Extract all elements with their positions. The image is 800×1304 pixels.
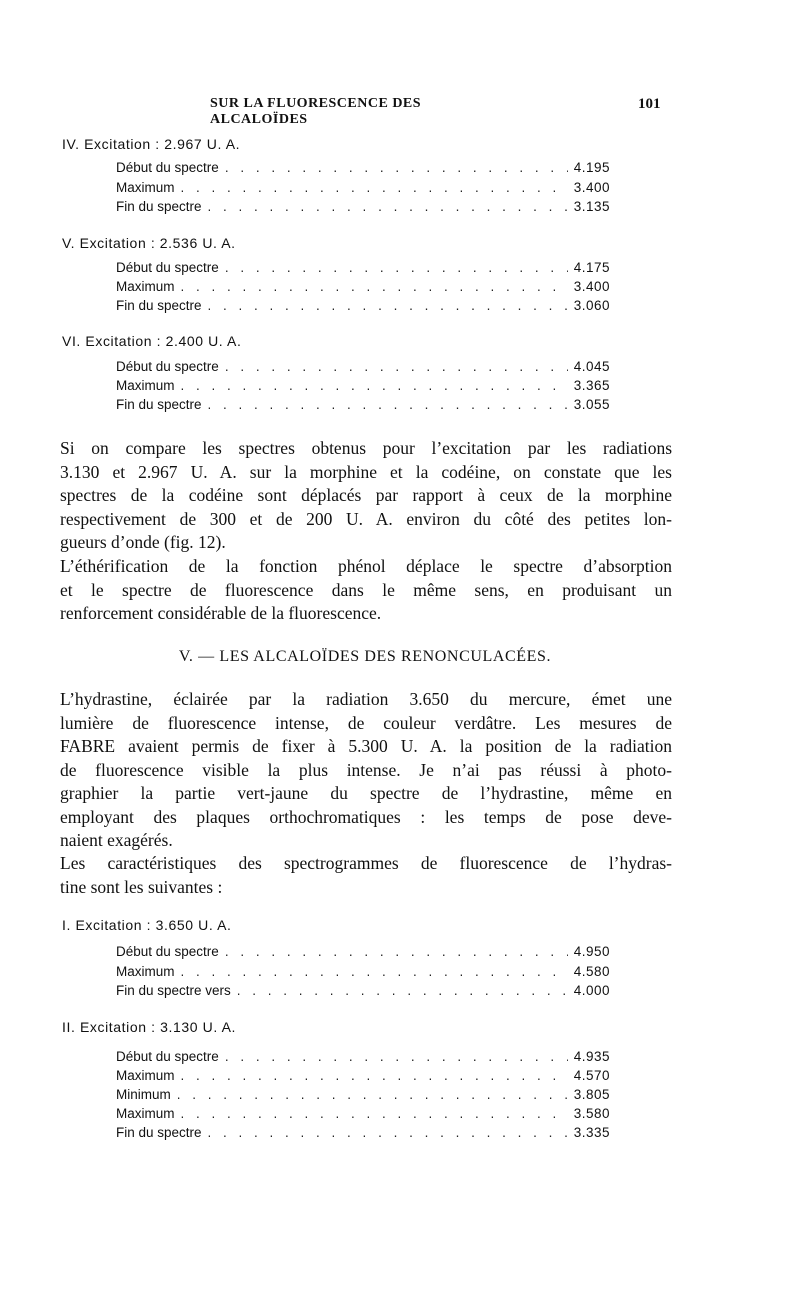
dot-leader bbox=[225, 260, 568, 275]
dot-leader bbox=[225, 359, 568, 374]
paragraph-comparison bbox=[60, 437, 672, 555]
dot-leader bbox=[208, 397, 568, 412]
row-value: 3.055 bbox=[573, 397, 610, 412]
data-row bbox=[116, 983, 610, 1001]
dot-leader bbox=[225, 160, 568, 175]
data-row bbox=[116, 160, 610, 178]
excitation-title-v: V. Excitation : 2.536 U. A. bbox=[62, 235, 236, 251]
row-label: Fin du spectre vers bbox=[116, 983, 231, 998]
text-line: de fluorescence visible la plus intense. Je n’ai pas réussi à photo- bbox=[60, 759, 672, 780]
dot-leader bbox=[237, 983, 568, 998]
data-row bbox=[116, 378, 610, 396]
paragraph-characteristics bbox=[60, 852, 672, 899]
row-value: 3.805 bbox=[573, 1087, 610, 1102]
row-label: Début du spectre bbox=[116, 160, 219, 175]
row-label: Début du spectre bbox=[116, 359, 219, 374]
row-label: Fin du spectre bbox=[116, 1125, 202, 1140]
row-value: 4.195 bbox=[573, 160, 610, 175]
row-label: Début du spectre bbox=[116, 260, 219, 275]
data-row bbox=[116, 964, 610, 982]
text-line: renforcement considérable de la fluorescence. bbox=[60, 603, 382, 623]
data-row bbox=[116, 180, 610, 198]
row-value: 3.135 bbox=[573, 199, 610, 214]
row-value: 4.935 bbox=[573, 1049, 610, 1064]
row-value: 4.570 bbox=[573, 1068, 610, 1083]
row-label: Minimum bbox=[116, 1087, 171, 1102]
data-row bbox=[116, 199, 610, 217]
text-line: et le spectre de fluorescence dans le même sens, en produisant un bbox=[60, 579, 672, 600]
data-row bbox=[116, 397, 610, 415]
text-line: employant des plaques orthochromatiques : les temps de pose deve- bbox=[60, 806, 672, 827]
data-row bbox=[116, 1049, 610, 1067]
row-label: Fin du spectre bbox=[116, 397, 202, 412]
dot-leader bbox=[181, 1106, 568, 1121]
data-row bbox=[116, 1125, 610, 1143]
row-label: Fin du spectre bbox=[116, 199, 202, 214]
text-line: Si on compare les spectres obtenus pour l’excitation par les radiations bbox=[60, 438, 672, 458]
row-label: Début du spectre bbox=[116, 1049, 219, 1064]
text-line: graphier la partie vert-jaune du spectre de l’hydrastine, même en bbox=[60, 783, 672, 803]
row-label: Maximum bbox=[116, 378, 175, 393]
row-value: 4.000 bbox=[573, 983, 610, 998]
excitation-title-ii: II. Excitation : 3.130 U. A. bbox=[62, 1019, 236, 1035]
data-row bbox=[116, 359, 610, 377]
row-label: Maximum bbox=[116, 964, 175, 979]
text-line: tine sont les suivantes : bbox=[60, 876, 223, 897]
paragraph-etherification bbox=[60, 555, 672, 626]
row-value: 4.175 bbox=[573, 260, 610, 275]
dot-leader bbox=[181, 964, 568, 979]
text-line: gueurs d’onde (fig. 12). bbox=[60, 532, 226, 552]
excitation-title-iv: IV. Excitation : 2.967 U. A. bbox=[62, 136, 241, 152]
data-row bbox=[116, 260, 610, 278]
text-line: naient exagérés. bbox=[60, 830, 173, 850]
row-value: 3.365 bbox=[573, 378, 610, 393]
data-row bbox=[116, 298, 610, 316]
text-line: respectivement de 300 et de 200 U. A. environ du côté des petites lon- bbox=[60, 508, 672, 529]
data-row bbox=[116, 1068, 610, 1086]
text-line: Les caractéristiques des spectrogrammes de fluorescence de l’hydras- bbox=[60, 853, 672, 873]
row-value: 4.580 bbox=[573, 964, 610, 979]
text-line: L’éthérification de la fonction phénol déplace le spectre d’absorption bbox=[60, 556, 672, 576]
row-label: Maximum bbox=[116, 1068, 175, 1083]
dot-leader bbox=[208, 199, 568, 214]
text-line: L’hydrastine, éclairée par la radiation 3.650 du mercure, émet une bbox=[60, 689, 672, 709]
running-head: SUR LA FLUORESCENCE DES ALCALOÏDES bbox=[210, 96, 422, 127]
dot-leader bbox=[181, 378, 568, 393]
text-line: FABRE avaient permis de fixer à 5.300 U. A. la position de la radiation bbox=[60, 736, 672, 756]
text-line: 3.130 et 2.967 U. A. sur la morphine et la codéine, on constate que les bbox=[60, 461, 672, 482]
row-label: Fin du spectre bbox=[116, 298, 202, 313]
dot-leader bbox=[181, 180, 568, 195]
row-value: 3.400 bbox=[573, 180, 610, 195]
row-label: Maximum bbox=[116, 279, 175, 294]
paragraph-hydrastine bbox=[60, 688, 672, 853]
data-row bbox=[116, 944, 610, 962]
excitation-title-i: I. Excitation : 3.650 U. A. bbox=[62, 917, 232, 933]
row-value: 4.045 bbox=[573, 359, 610, 374]
row-value: 3.400 bbox=[573, 279, 610, 294]
dot-leader bbox=[208, 1125, 568, 1140]
dot-leader bbox=[181, 1068, 568, 1083]
section-heading: V. — LES ALCALOÏDES DES RENONCULACÉES. bbox=[178, 648, 552, 665]
data-row bbox=[116, 1087, 610, 1105]
text-line: lumière de fluorescence intense, de couleur verdâtre. Les mesures de bbox=[60, 712, 672, 733]
row-label: Début du spectre bbox=[116, 944, 219, 959]
row-label: Maximum bbox=[116, 1106, 175, 1121]
row-value: 4.950 bbox=[573, 944, 610, 959]
dot-leader bbox=[181, 279, 568, 294]
page-number: 101 bbox=[638, 96, 661, 112]
row-value: 3.335 bbox=[573, 1125, 610, 1140]
row-label: Maximum bbox=[116, 180, 175, 195]
row-value: 3.060 bbox=[573, 298, 610, 313]
row-value: 3.580 bbox=[573, 1106, 610, 1121]
data-row bbox=[116, 279, 610, 297]
text-line: spectres de la codéine sont déplacés par rapport à ceux de la morphine bbox=[60, 485, 672, 505]
dot-leader bbox=[208, 298, 568, 313]
dot-leader bbox=[177, 1087, 568, 1102]
dot-leader bbox=[225, 944, 568, 959]
excitation-title-vi: VI. Excitation : 2.400 U. A. bbox=[62, 333, 242, 349]
dot-leader bbox=[225, 1049, 568, 1064]
data-row bbox=[116, 1106, 610, 1124]
